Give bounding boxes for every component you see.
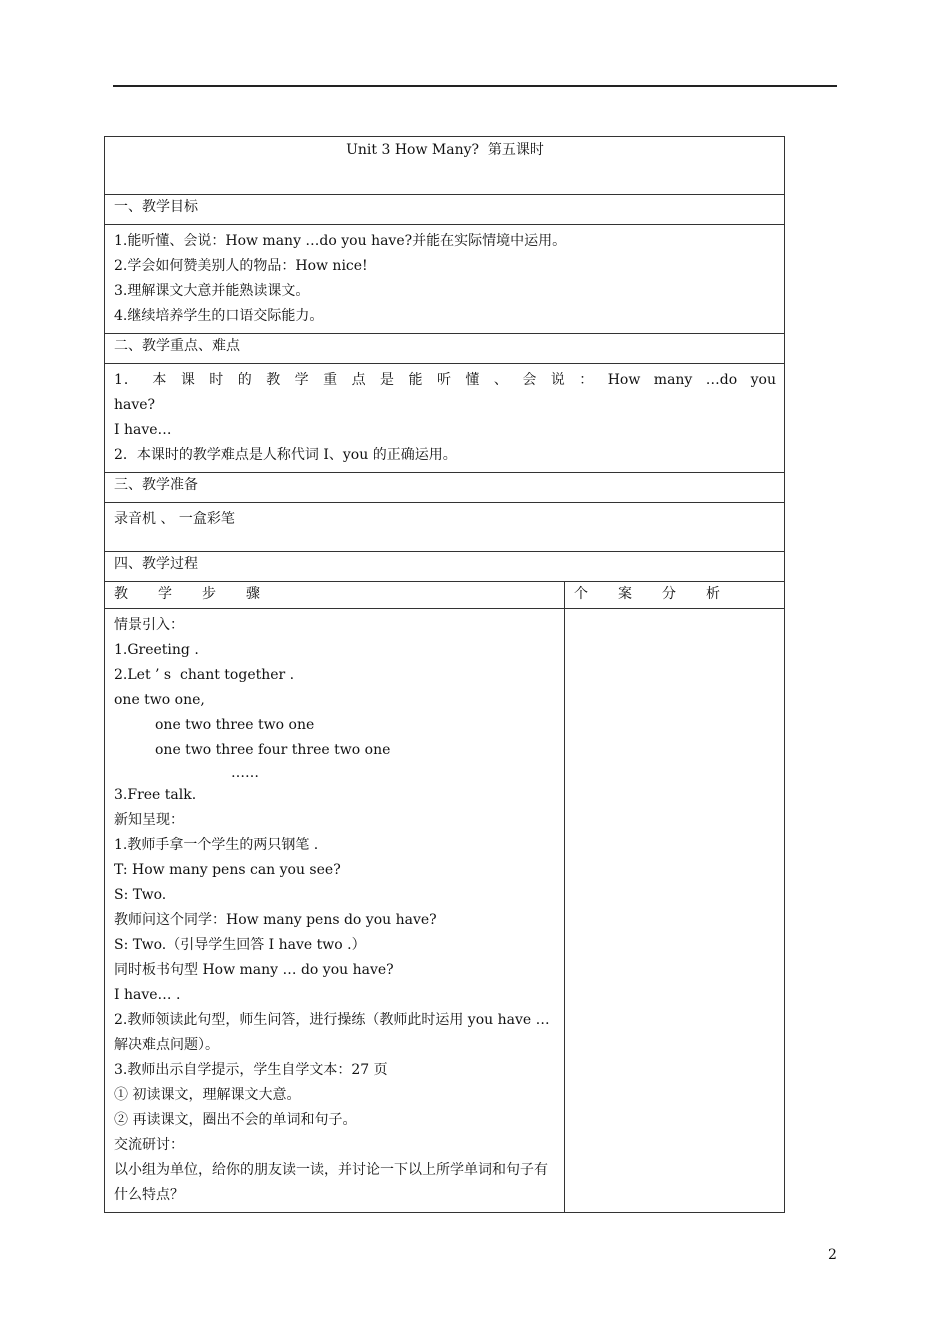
process-line: 3.教师出示自学提示，学生自学文本：27 页 — [114, 1062, 388, 1078]
process-line: 2.Let ’ s chant together . — [114, 667, 295, 683]
key-point-item-2: 2．本课时的教学难点是人称代词 I、you 的正确运用。 — [114, 447, 457, 463]
section-heading-preparation: 三、教学准备 — [105, 473, 785, 503]
process-line: ① 初读课文，理解课文大意。 — [114, 1087, 301, 1103]
process-line: 以小组为单位，给你的朋友读一读，并讨论一下以上所学单词和句子有什么特点？ — [114, 1162, 548, 1203]
process-line: one two three two one — [155, 717, 315, 733]
column-header-steps: 教 学 步 骤 — [105, 582, 565, 609]
process-line: one two one, — [114, 692, 205, 708]
goal-item: 1.能听懂、会说：How many …do you have?并能在实际情境中运用。 — [114, 233, 567, 249]
column-header-analysis: 个 案 分 析 — [565, 582, 785, 609]
process-line: I have… . — [114, 987, 181, 1003]
page-number: 2 — [828, 1247, 837, 1263]
goal-item: 2.学会如何赞美别人的物品：How nice! — [114, 258, 368, 274]
goal-item: 4.继续培养学生的口语交际能力。 — [114, 308, 324, 324]
goal-item: 3.理解课文大意并能熟读课文。 — [114, 283, 310, 299]
case-analysis-content — [565, 609, 785, 1213]
process-line: 同时板书句型 How many … do you have? — [114, 962, 394, 978]
goals-content — [105, 225, 785, 334]
process-line: 新知呈现： — [114, 812, 184, 828]
process-line: 2.教师领读此句型，师生问答，进行操练（教师此时运用 you have … 解决难点问题）。 — [114, 1012, 550, 1053]
process-line: 3.Free talk. — [114, 787, 197, 803]
key-point-item-1-line1: 1． 本 课 时 的 教 学 重 点 是 能 听 懂 、 会 说 ： How many …do you have? — [114, 372, 776, 413]
process-steps-content — [105, 609, 565, 1213]
process-line: 交流研讨： — [114, 1137, 184, 1153]
process-line: T: How many pens can you see? — [114, 862, 341, 878]
section-heading-process: 四、教学过程 — [105, 552, 785, 582]
process-line: S: Two. — [114, 887, 167, 903]
process-line: S: Two.（引导学生回答 I have two .） — [114, 937, 366, 953]
section-heading-goals: 一、教学目标 — [105, 195, 785, 225]
process-line: one two three four three two one — [155, 742, 391, 758]
lesson-title: Unit 3 How Many? 第五课时 — [105, 137, 785, 195]
process-line: 教师问这个同学：How many pens do you have? — [114, 912, 437, 928]
key-point-item-1-line2: I have… — [114, 422, 172, 438]
process-line: …… — [231, 765, 259, 781]
key-points-content — [105, 364, 785, 473]
section-heading-key-points: 二、教学重点、难点 — [105, 334, 785, 364]
lesson-plan-table — [104, 136, 785, 1213]
process-line: 1.Greeting . — [114, 642, 199, 658]
process-line: ② 再读课文，圈出不会的单词和句子。 — [114, 1112, 357, 1128]
preparation-content: 录音机 、 一盒彩笔 — [105, 503, 785, 552]
process-line: 情景引入： — [114, 617, 184, 633]
process-line: 1.教师手拿一个学生的两只钢笔 . — [114, 837, 319, 853]
header-rule — [113, 85, 837, 87]
